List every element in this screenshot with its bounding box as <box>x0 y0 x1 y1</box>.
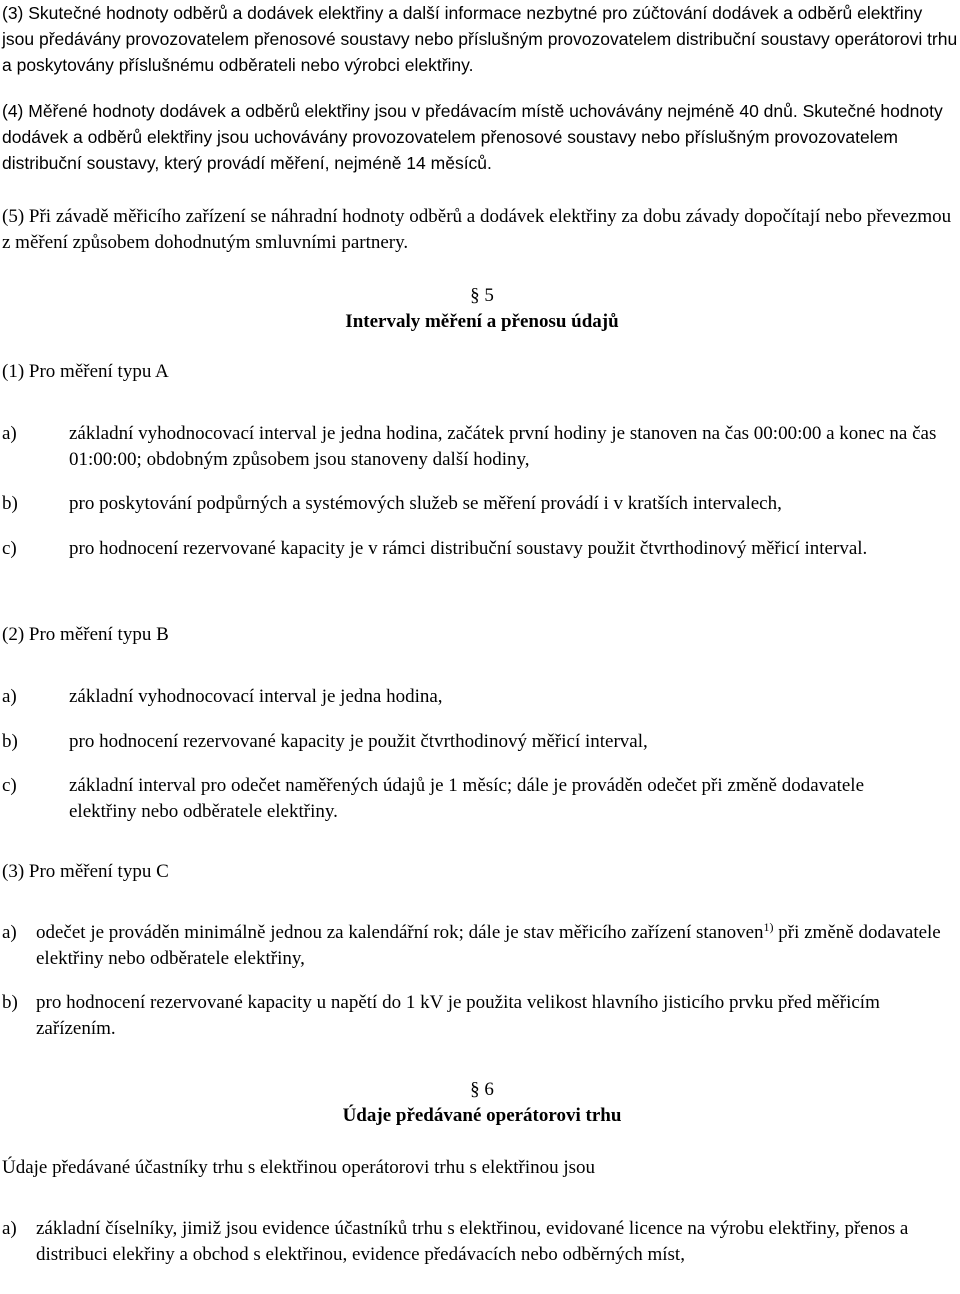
section-5-number: § 5 <box>470 285 494 306</box>
type-a-heading: (1) Pro měření typu A <box>2 361 169 382</box>
item-text: základní číselníky, jimiž jsou evidence účastníků trhu s elektřinou, evidované licence na výrobu elektřiny, přenos a distribuci elekřiny a obchod s elektřinou, evidence předávacích nebo odběrných míst, <box>36 1218 909 1265</box>
type-b-heading: (2) Pro měření typu B <box>2 624 169 645</box>
section-6-intro: Údaje předávané účastníky trhu s elektřinou operátorovi trhu s elektřinou jsou <box>2 1157 596 1178</box>
section-6-number: § 6 <box>470 1079 494 1100</box>
item-label: b) <box>2 992 18 1013</box>
item-label: b) <box>2 731 18 752</box>
paragraph-3: (3) Skutečné hodnoty odběrů a dodávek elektřiny a další informace nezbytné pro zúčtování dodávek a odběrů elektřiny jsou předávány provozovatelem přenosové soustavy nebo příslušným provozovatelem distribuční soustavy operátorovi trhu a poskytovány příslušnému odběrateli nebo výrobci elektřiny. <box>2 3 958 75</box>
item-text: pro hodnocení rezervované kapacity je v rámci distribuční soustavy použit čtvrthodinový měřicí interval. <box>69 538 868 559</box>
item-text: základní interval pro odečet naměřených údajů je 1 měsíc; dále je prováděn odečet při změně dodavatele elektřiny nebo odběratele elektřiny. <box>69 775 865 822</box>
type-c-heading: (3) Pro měření typu C <box>2 861 169 882</box>
section-6-header <box>2 1077 960 1129</box>
item-label: c) <box>2 538 17 559</box>
item-label: a) <box>2 686 17 707</box>
item-text: základní vyhodnocovací interval je jedna hodina, <box>69 686 443 707</box>
section-5-title: Intervaly měření a přenosu údajů <box>345 311 619 332</box>
item-label: b) <box>2 493 18 514</box>
item-text <box>36 920 958 972</box>
item-text: pro hodnocení rezervované kapacity je použit čtvrthodinový měřicí interval, <box>69 731 648 752</box>
item-label: c) <box>2 775 17 796</box>
footnote-marker: 1) <box>763 920 774 934</box>
paragraph-5: (5) Při závadě měřicího zařízení se náhradní hodnoty odběrů a dodávek elektřiny za dobu závady dopočítají nebo převezmou z měření způsobem dohodnutým smluvními partnery. <box>2 206 952 253</box>
item-text-part: při změně dodavatele elektřiny nebo odběratele elektřiny, <box>36 922 941 969</box>
item-label: a) <box>2 1218 17 1239</box>
item-label: a) <box>2 423 17 444</box>
section-5-header <box>2 283 960 335</box>
item-text-part: odečet je prováděn minimálně jednou za kalendářní rok; dále je stav měřicího zařízení stanoven <box>36 922 764 943</box>
item-label: a) <box>2 922 17 943</box>
section-6-title: Údaje předávané operátorovi trhu <box>342 1105 622 1126</box>
item-text: pro poskytování podpůrných a systémových služeb se měření provádí i v kratších intervalech, <box>69 493 782 514</box>
item-text: pro hodnocení rezervované kapacity u napětí do 1 kV je použita velikost hlavního jisticího prvku před měřicím zařízením. <box>36 992 880 1039</box>
paragraph-4: (4) Měřené hodnoty dodávek a odběrů elektřiny jsou v předávacím místě uchovávány nejméně 40 dnů. Skutečné hodnoty dodávek a odběrů elektřiny jsou uchovávány provozovatelem přenosové soustavy nebo příslušným provozovatelem distribuční soustavy, který provádí měření, nejméně 14 měsíců. <box>2 101 943 173</box>
item-text: základní vyhodnocovací interval je jedna hodina, začátek první hodiny je stanoven na čas 00:00:00 a konec na čas 01:00:00; obdobným způsobem jsou stanoveny další hodiny, <box>69 423 937 470</box>
